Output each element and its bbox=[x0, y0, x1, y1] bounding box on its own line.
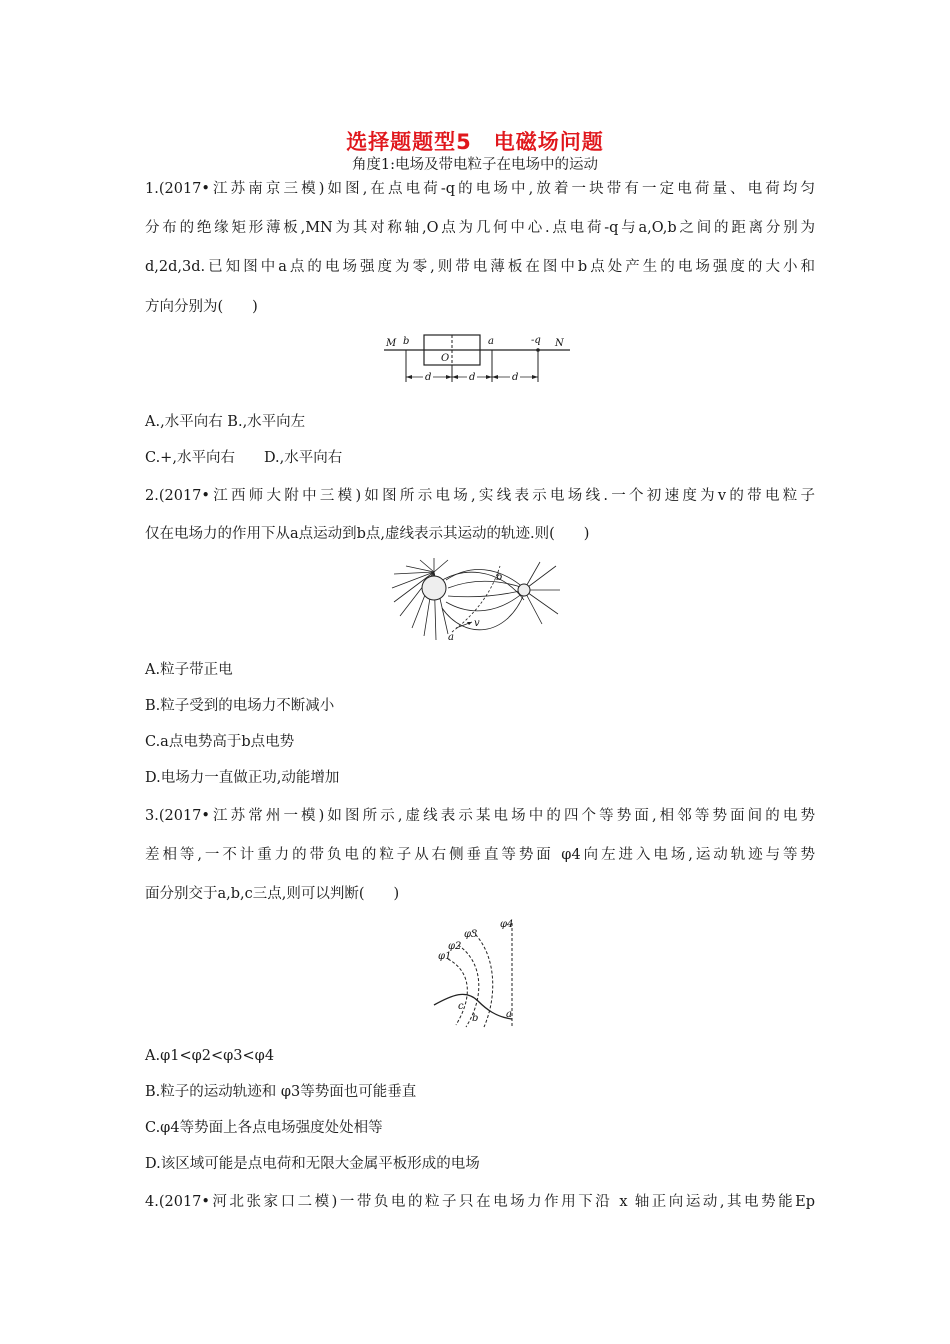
q3-label-phi4: φ4 bbox=[500, 919, 514, 930]
q2-figure bbox=[390, 558, 562, 644]
q1-line-2: 分布的绝缘矩形薄板,MN为其对称轴,O点为几何中心.点电荷-q与a,O,b之间的距离分别为 bbox=[145, 220, 815, 236]
q4-line-1: 4.(2017•河北张家口二模)一带负电的粒子只在电场力作用下沿 x 轴正向运动,其电势能Ep bbox=[145, 1194, 815, 1210]
q3-line-1: 3.(2017•江苏常州一模)如图所示,虚线表示某电场中的四个等势面,相邻等势面间的电势 bbox=[145, 808, 815, 824]
q1-line-1: 1.(2017•江苏南京三模)如图,在点电荷-q的电场中,放着一块带有一定电荷量、电荷均匀 bbox=[145, 181, 815, 197]
q1-figure bbox=[384, 330, 574, 390]
q1-label-charge: -q bbox=[531, 335, 541, 346]
q2-option-c: C.a点电势高于b点电势 bbox=[145, 734, 295, 750]
q2-option-b: B.粒子受到的电场力不断减小 bbox=[145, 698, 335, 714]
q1-label-d3: d bbox=[512, 372, 519, 383]
q2-label-b: b bbox=[496, 572, 503, 583]
q3-option-b: B.粒子的运动轨迹和 φ3等势面也可能垂直 bbox=[145, 1084, 417, 1100]
q1-line-4: 方向分别为( ) bbox=[145, 299, 258, 315]
q1-label-d2: d bbox=[469, 372, 476, 383]
q3-option-a: A.φ1<φ2<φ3<φ4 bbox=[145, 1048, 275, 1064]
q1-label-d1: d bbox=[425, 372, 432, 383]
q3-label-c: c bbox=[458, 1001, 464, 1012]
q1-label-b: b bbox=[403, 336, 410, 347]
q2-option-d: D.电场力一直做正功,动能增加 bbox=[145, 770, 340, 786]
q2-option-a: A.粒子带正电 bbox=[145, 662, 233, 678]
q1-label-a: a bbox=[488, 336, 494, 347]
page-title: 选择题题型5 电磁场问题 bbox=[346, 130, 604, 154]
q1-label-M: M bbox=[386, 338, 397, 349]
q3-label-phi2: φ2 bbox=[448, 941, 462, 952]
q3-line-3: 面分别交于a,b,c三点,则可以判断( ) bbox=[145, 886, 400, 902]
q2-label-a: a bbox=[448, 632, 454, 643]
q1-line-3: d,2d,3d.已知图中a点的电场强度为零,则带电薄板在图中b点处产生的电场强度的大小和 bbox=[145, 259, 815, 275]
q3-option-c: C.φ4等势面上各点电场强度处处相等 bbox=[145, 1120, 383, 1136]
q3-option-d: D.该区域可能是点电荷和无限大金属平板形成的电场 bbox=[145, 1156, 480, 1172]
q1-label-O: O bbox=[441, 353, 450, 364]
q3-label-phi3: φ3 bbox=[464, 929, 478, 940]
q1-option-ab: A.,水平向右 B.,水平向左 bbox=[145, 414, 306, 430]
q3-figure bbox=[432, 915, 522, 1030]
q1-label-N: N bbox=[555, 338, 564, 349]
q3-label-b: b bbox=[472, 1013, 479, 1024]
q3-line-2: 差相等,一不计重力的带负电的粒子从右侧垂直等势面 φ4向左进入电场,运动轨迹与等势 bbox=[145, 847, 815, 863]
q2-label-v: v bbox=[474, 618, 480, 629]
q2-line-2: 仅在电场力的作用下从a点运动到b点,虚线表示其运动的轨迹.则( ) bbox=[145, 526, 590, 542]
q3-label-a: a bbox=[506, 1009, 512, 1020]
section-subtitle: 角度1:电场及带电粒子在电场中的运动 bbox=[351, 157, 599, 173]
q2-line-1: 2.(2017•江西师大附中三模)如图所示电场,实线表示电场线.一个初速度为v的带电粒子 bbox=[145, 488, 815, 504]
q1-option-cd: C.+,水平向右 D.,水平向右 bbox=[145, 450, 343, 466]
q3-label-phi1: φ1 bbox=[438, 951, 452, 962]
